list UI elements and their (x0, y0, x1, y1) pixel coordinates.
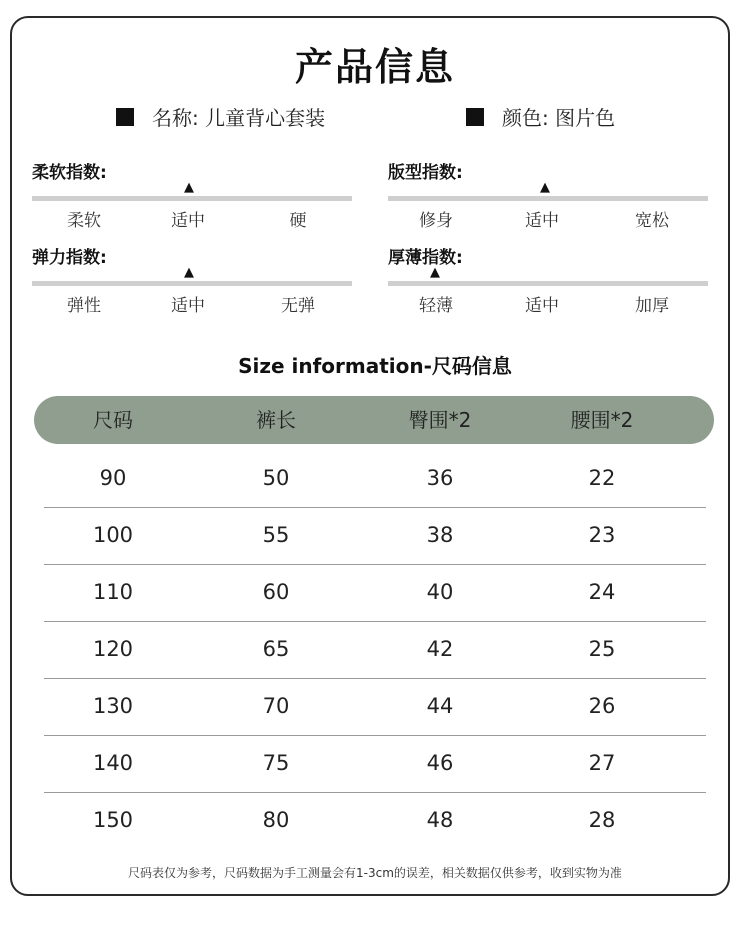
index-label: 厚薄指数: (388, 248, 463, 268)
table-cell: 140 (92, 751, 134, 775)
table-cell: 38 (426, 523, 454, 547)
index-marker-icon: ▲ (540, 180, 550, 195)
table-row (0, 564, 750, 621)
table-cell: 24 (588, 580, 616, 604)
index-marker-icon: ▲ (430, 265, 440, 280)
product-name-text: 名称: 儿童背心套装 (152, 106, 326, 130)
table-cell: 75 (262, 751, 290, 775)
table-cell: 26 (588, 694, 616, 718)
fit-index (388, 158, 708, 231)
index-label: 版型指数: (388, 163, 463, 183)
table-cell: 120 (92, 637, 134, 661)
index-tick: 无弹 (281, 296, 315, 316)
table-cell: 150 (92, 808, 134, 832)
table-cell: 42 (426, 637, 454, 661)
table-cell: 46 (426, 751, 454, 775)
index-label: 弹力指数: (32, 248, 107, 268)
table-cell: 28 (588, 808, 616, 832)
page-title: 产品信息 (294, 45, 455, 89)
index-tick: 加厚 (635, 296, 669, 316)
table-cell: 48 (426, 808, 454, 832)
index-tick: 宽松 (635, 211, 669, 231)
table-cell: 27 (588, 751, 616, 775)
index-bar (388, 196, 708, 201)
index-bar (32, 196, 352, 201)
table-cell: 40 (426, 580, 454, 604)
thickness-index (388, 243, 708, 316)
index-tick: 硬 (289, 211, 307, 231)
table-cell: 90 (99, 466, 127, 490)
table-cell: 55 (262, 523, 290, 547)
elasticity-index (32, 243, 352, 316)
index-tick: 柔软 (67, 211, 101, 231)
index-bar (32, 281, 352, 286)
index-tick: 适中 (525, 296, 559, 316)
header-cell: 尺码 (93, 408, 133, 432)
index-tick: 适中 (171, 296, 205, 316)
index-tick: 适中 (171, 211, 205, 231)
size-info-title: Size information-尺码信息 (238, 354, 512, 378)
table-cell: 70 (262, 694, 290, 718)
table-cell: 65 (262, 637, 290, 661)
table-cell: 100 (92, 523, 134, 547)
index-tick: 适中 (525, 211, 559, 231)
softness-index (32, 158, 352, 231)
table-row (0, 507, 750, 564)
size-table-header (34, 396, 714, 444)
table-cell: 130 (92, 694, 134, 718)
header-cell: 腰围*2 (570, 408, 634, 432)
table-row (0, 621, 750, 678)
table-row (0, 450, 750, 507)
bullet-square-icon (116, 108, 134, 126)
index-bar (388, 281, 708, 286)
table-cell: 110 (92, 580, 134, 604)
product-color-text: 颜色: 图片色 (502, 106, 616, 130)
table-cell: 80 (262, 808, 290, 832)
index-tick: 修身 (419, 211, 453, 231)
table-cell: 36 (426, 466, 454, 490)
table-cell: 50 (262, 466, 290, 490)
index-marker-icon: ▲ (184, 265, 194, 280)
table-cell: 25 (588, 637, 616, 661)
table-row (0, 678, 750, 735)
table-cell: 44 (426, 694, 454, 718)
index-marker-icon: ▲ (184, 180, 194, 195)
table-cell: 60 (262, 580, 290, 604)
index-tick: 弹性 (67, 296, 101, 316)
header-cell: 裤长 (256, 408, 296, 432)
product-color (466, 102, 615, 131)
table-cell: 23 (588, 523, 616, 547)
header-cell: 臀围*2 (408, 408, 472, 432)
table-row (0, 792, 750, 849)
table-cell: 22 (588, 466, 616, 490)
bullet-square-icon (466, 108, 484, 126)
table-row (0, 735, 750, 792)
product-name (116, 102, 325, 131)
disclaimer-note: 尺码表仅为参考，尺码数据为手工测量会有1-3cm的误差，相关数据仅供参考，收到实物为准 (128, 866, 622, 880)
index-label: 柔软指数: (32, 163, 107, 183)
index-tick: 轻薄 (419, 296, 453, 316)
